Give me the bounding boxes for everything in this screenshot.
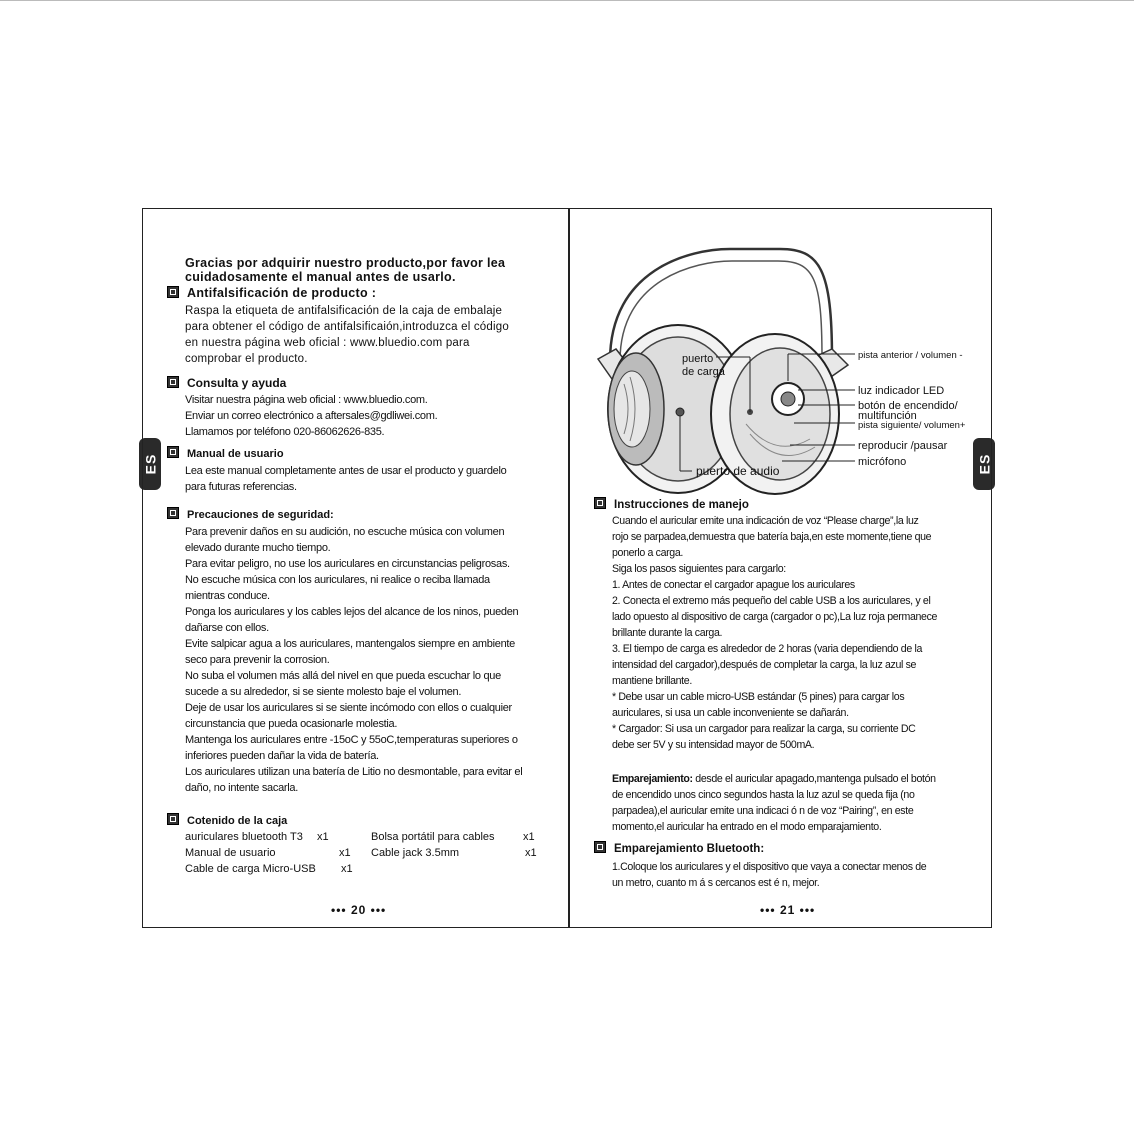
bullet-square-icon: [167, 507, 179, 519]
label-multifuncion: multifunción: [858, 410, 917, 422]
language-tab-right: ES: [973, 438, 995, 490]
page-number-right: ••• 21 •••: [760, 903, 816, 917]
label-luz-led: luz indicador LED: [858, 385, 945, 397]
contents-row: Cable de carga Micro-USB x1: [185, 863, 353, 875]
contents-row: auriculares bluetooth T3 x1 Bolsa portátil para cables x1: [185, 831, 535, 843]
bullet-square-icon: [167, 376, 179, 388]
label-microfono: micrófono: [858, 456, 907, 468]
label-pista-anterior: pista anterior / volumen -: [858, 350, 963, 361]
manual-heading: Manual de usuario: [167, 446, 284, 460]
antifalsificacion-text: Raspa la etiqueta de antifalsificación de la caja de embalaje para obtener el código de antifalsificaión,introduzca el código en nuestra página web oficial : www.bluedio.com para comprobar el producto.: [185, 305, 509, 365]
antifalsificacion-heading: Antifalsificación de producto :: [167, 286, 376, 300]
contenido-heading: Cotenido de la caja: [167, 813, 287, 827]
label-puerto-carga-2: de carga: [682, 366, 725, 378]
bullet-square-icon: [594, 841, 606, 853]
bullet-square-icon: [167, 286, 179, 298]
instrucciones-text: Cuando el auricular emite una indicación de voz “Please charge”,la luz rojo se parpadea,demuestra que batería baja,en este momente,tiene que ponerlo a carga. Siga los pasos siguientes para cargarlo: 1. Antes de conectar el cargador apague los auriculares 2. Conecta el extremo más pequeño del cable USB a los auriculares, y el lado opuesto al dispositivo de carga (cargador o pc),La luz roja permanece brillante durante la carga. 3. El tiempo de carga es alrededor de 2 horas (varia dependiendo de la intensidad del cargador),después de completar la carga, la luz azul se mantiene brillante. * Debe usar un cable micro-USB estándar (5 pines) para cargar los auriculares, si usa un cable inconveniente se dañarán. * Cargador: Si usa un cargador para realizar la carga, su corriente DC debe ser 5V y su intensidad mayor de 500mA.: [612, 515, 938, 751]
bullet-square-icon: [594, 497, 606, 509]
bullet-square-icon: [167, 446, 179, 458]
bullet-square-icon: [167, 813, 179, 825]
precauciones-heading: Precauciones de seguridad:: [167, 507, 334, 521]
bluetooth-text: 1.Coloque los auriculares y el dispositivo que vaya a conectar menos de un metro, cuanto m á s cercanos est é n, mejor.: [612, 861, 927, 889]
manual-text: Lea este manual completamente antes de usar el producto y guardelo para futuras referencias.: [185, 465, 507, 493]
label-puerto-audio: puerto de audio: [696, 464, 780, 478]
label-puerto-carga: puerto: [682, 353, 714, 365]
consulta-heading: Consulta y ayuda: [167, 376, 286, 390]
label-reproducir: reproducir /pausar: [858, 440, 948, 452]
emparejamiento-text: Emparejamiento: desde el auricular apagado,mantenga pulsado el botón de encendido unos cinco segundos hasta la luz azul se queda fija (no parpadea),el auricular emite una indicaci ó n de voz “Pairing”, en este momento,el auricular ha entrado en el modo emparajamiento.: [612, 773, 936, 833]
bluetooth-heading: Emparejamiento Bluetooth:: [594, 841, 764, 855]
intro-text: Gracias por adquirir nuestro producto,por favor lea cuidadosamente el manual antes de usarlo.: [185, 256, 506, 284]
audio-port-marker: [676, 408, 684, 416]
contents-table: [185, 829, 545, 877]
top-rule: [0, 0, 1134, 1]
instrucciones-heading: Instrucciones de manejo: [594, 497, 749, 511]
language-tab-left: ES: [139, 438, 161, 490]
label-boton-encendido: botón de encendido/: [858, 400, 958, 412]
headphone-diagram: [570, 209, 991, 499]
left-page: [143, 209, 567, 927]
contents-row: Manual de usuario x1 Cable jack 3.5mm x1: [185, 847, 537, 859]
manual-spread: [142, 208, 992, 928]
consulta-text: Visitar nuestra página web oficial : www.bluedio.com. Enviar un correo electrónico a aftersales@gdliwei.com. Llamamos por teléfono 020-86062626-835.: [185, 394, 438, 438]
precauciones-text: Para prevenir daños en su audición, no escuche música con volumen elevado durante mucho tiempo. Para evitar peligro, no use los auriculares en circunstancias peligrosas. No escuche música con los auriculares, ni realice o reciba llamada mientras conduce. Ponga los auriculares y los cables lejos del alcance de los ninos, pueden dañarse con ellos. Evite salpicar agua a los auriculares, mantengalos siempre en ambiente seco para prevenir la corrosion. No suba el volumen más allá del nivel en que pueda escuchar lo que sucede a su alrededor, si se siente molesto baje el volumen. Deje de usar los auriculares si se siente incómodo con ellos o cualquier circunstancia que pueda ocasionarle molestia. Mantenga los auriculares entre -15oC y 55oC,temperaturas superiores o inferiores pueden dañar la vida de batería. Los auriculares utilizan una batería de Litio no desmontable, para evitar el daño, no intente sacarla.: [185, 526, 523, 794]
page-number-left: ••• 20 •••: [331, 903, 387, 917]
label-pista-siguiente: pista siguiente/ volumen+: [858, 420, 966, 431]
right-page: [570, 209, 991, 927]
